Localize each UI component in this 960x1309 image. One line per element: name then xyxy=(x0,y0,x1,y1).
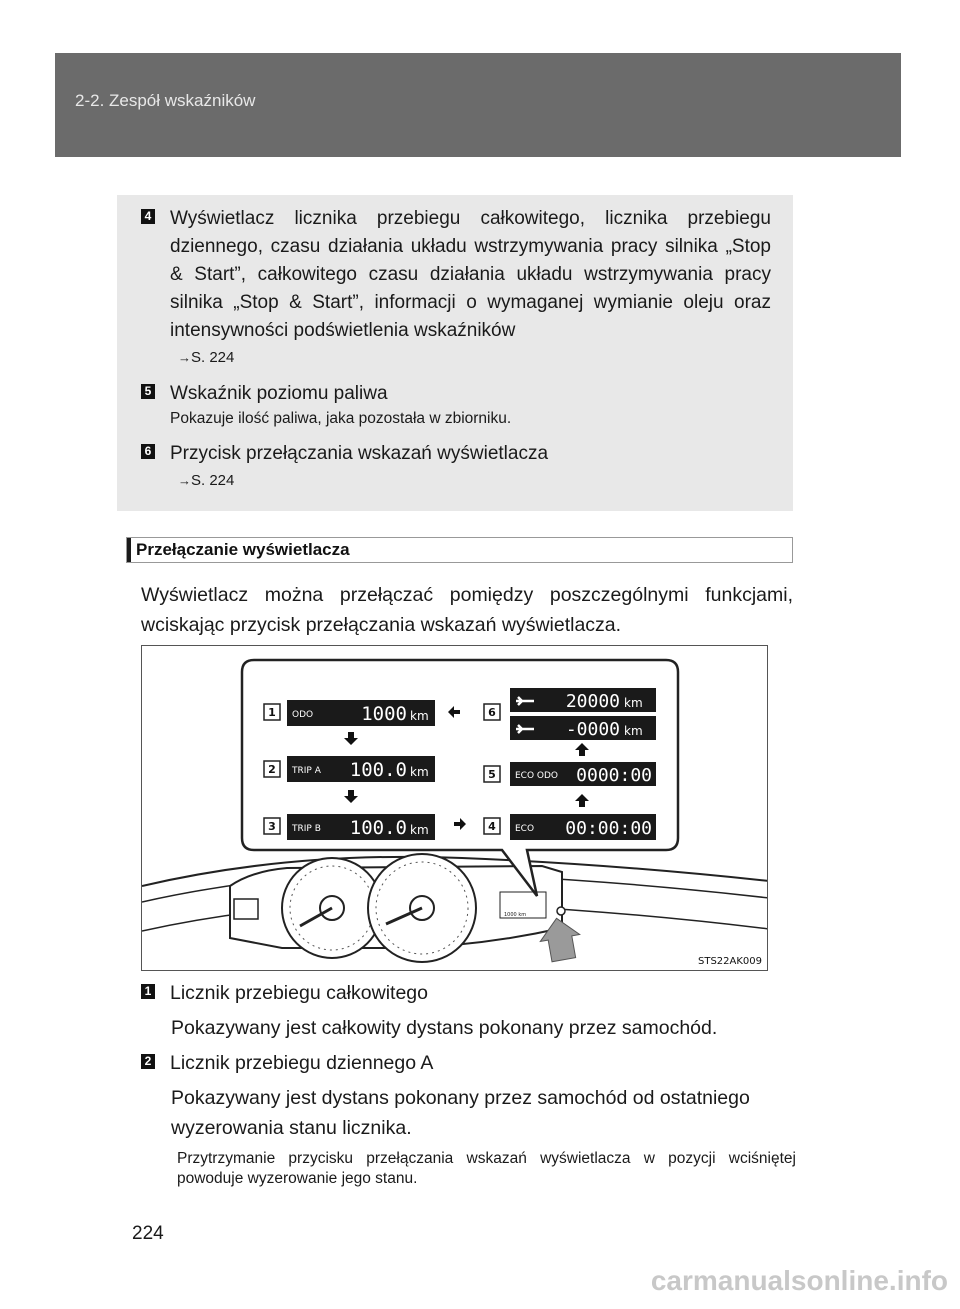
item-text: Wyświetlacz licznika przebiegu całkowitego, licznika przebiegu dziennego, czasu działania układu wstrzymywania pracy silnika „Stop & Start”, całkowitego czasu działania układu wstrzymywania pracy silnika „Stop & Start”, informacji o wymaganej wymianie oleju oraz intensywności podświetlenia wskaźników xyxy=(170,208,771,341)
display-switch-button xyxy=(557,907,565,915)
section-title: Przełączanie wyświetlacza xyxy=(136,540,350,559)
page-header xyxy=(55,53,901,157)
display-unit: km xyxy=(410,765,429,779)
list-item xyxy=(141,978,796,1043)
section-heading xyxy=(126,537,793,563)
display-value: 0000:00 xyxy=(576,765,652,786)
item-number-badge: 6 xyxy=(141,444,155,459)
reference-label: S. 224 xyxy=(191,472,235,489)
display-value: -0000 xyxy=(565,719,620,740)
mini-display-readout: 1000 km xyxy=(504,912,527,918)
display-trip-a xyxy=(264,756,435,782)
display-number: 6 xyxy=(488,706,496,719)
display-label: TRIP B xyxy=(292,824,321,834)
item-number-badge: 5 xyxy=(141,384,155,399)
display-label: ECO xyxy=(515,824,535,834)
list-item-description: Pokazywany jest całkowity dystans pokonany przez samochód. xyxy=(171,1017,718,1039)
warning-lamp xyxy=(234,899,258,919)
list-item xyxy=(141,1048,796,1189)
display-label: ECO ODO xyxy=(515,771,559,781)
item-number-badge: 4 xyxy=(141,209,155,224)
info-item-5 xyxy=(141,380,771,428)
page-number: 224 xyxy=(132,1223,164,1244)
list-item-title: Licznik przebiegu całkowitego xyxy=(170,982,428,1004)
page-reference xyxy=(178,472,771,489)
reference-label: S. 224 xyxy=(191,349,235,366)
display-switching-figure xyxy=(141,645,768,971)
display-value: 20000 xyxy=(565,691,620,712)
list-item-description: Pokazywany jest dystans pokonany przez samochód od ostatniego wyzerowania stanu licznika. xyxy=(171,1087,750,1139)
watermark: carmanualsonline.info xyxy=(650,1265,948,1296)
display-unit: km xyxy=(410,709,429,723)
header-title: 2-2. Zespół wskaźników xyxy=(75,91,256,110)
display-value: 00:00:00 xyxy=(565,818,652,839)
display-number: 5 xyxy=(488,768,496,781)
list-item-title: Licznik przebiegu dziennego A xyxy=(170,1052,434,1074)
display-number: 4 xyxy=(488,820,496,833)
display-value: 1000 xyxy=(361,703,407,725)
display-odo xyxy=(264,700,435,726)
arrow-right-icon: → xyxy=(178,473,191,488)
info-box xyxy=(117,195,793,511)
page-reference xyxy=(178,349,771,366)
item-number-badge: 1 xyxy=(141,984,155,999)
display-label: TRIP A xyxy=(292,766,321,776)
section-marker xyxy=(127,538,131,562)
arrow-right-icon: → xyxy=(178,350,191,365)
display-unit: km xyxy=(410,823,429,837)
display-trip-b xyxy=(264,814,435,840)
display-value: 100.0 xyxy=(349,759,407,781)
display-number: 3 xyxy=(268,820,276,833)
figure-code: STS22AK009 xyxy=(697,956,762,967)
item-text: Wskaźnik poziomu paliwa xyxy=(170,383,388,404)
display-label: ODO xyxy=(292,710,314,720)
display-number: 2 xyxy=(268,763,276,776)
list-item-note: Przytrzymanie przycisku przełączania wskazań wyświetlacza w pozycji wciśniętej powoduje wyzerowanie jego stanu. xyxy=(177,1150,796,1187)
display-unit: km xyxy=(624,696,643,710)
section-paragraph: Wyświetlacz można przełączać pomiędzy poszczególnymi funkcjami, wciskając przycisk przełączania wskazań wyświetlacza. xyxy=(141,584,793,636)
item-number-badge: 2 xyxy=(141,1054,155,1069)
display-unit: km xyxy=(624,724,643,738)
info-item-4 xyxy=(141,205,771,366)
item-text: Przycisk przełączania wskazań wyświetlacza xyxy=(170,443,549,464)
item-subtext: Pokazuje ilość paliwa, jaka pozostała w zbiorniku. xyxy=(170,410,512,427)
info-item-6 xyxy=(141,440,771,489)
display-number: 1 xyxy=(268,706,276,719)
item-list xyxy=(141,978,796,1189)
dashboard-illustration xyxy=(142,646,768,971)
display-value: 100.0 xyxy=(349,817,407,839)
